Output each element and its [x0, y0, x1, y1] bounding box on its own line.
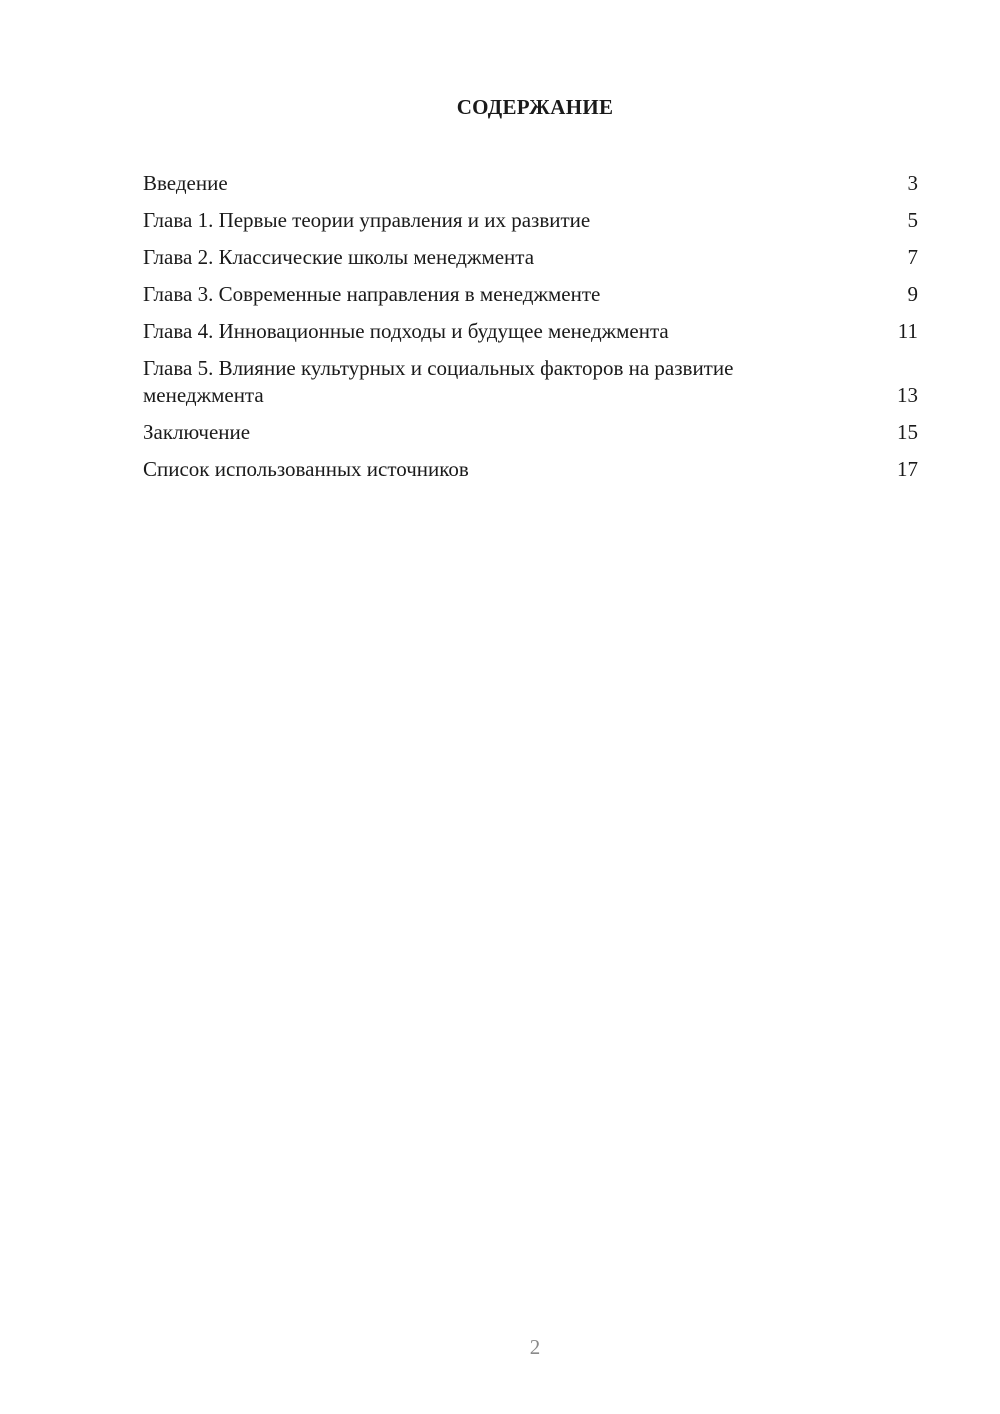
toc-entry-chapter-1: [143, 207, 918, 234]
toc-entry-label: Глава 1. Первые теории управления и их развитие: [143, 208, 591, 232]
toc-entry-references: [143, 456, 918, 483]
toc-entry-page: 5: [907, 208, 918, 232]
toc-entry-page: 15: [897, 420, 918, 444]
toc-entry-page: 13: [897, 383, 918, 407]
toc-entry-page: 7: [907, 245, 918, 269]
toc-entry-introduction: [143, 170, 918, 197]
toc-entry-label: Глава 4. Инновационные подходы и будущее менеджмента: [143, 319, 669, 343]
toc-entry-label: Заключение: [143, 420, 251, 444]
toc-entry-chapter-4: [143, 318, 918, 345]
toc-entry-page: 9: [907, 282, 918, 306]
toc-entry-label: Глава 3. Современные направления в менеджменте: [143, 282, 601, 306]
toc-entry-label: Список использованных источников: [143, 457, 469, 481]
toc-entry-page: 3: [907, 171, 918, 195]
table-of-contents: [143, 170, 918, 493]
toc-entry-label: Глава 5. Влияние культурных и социальных факторов на развитие менеджмента: [143, 356, 734, 407]
toc-entry-chapter-5: [143, 355, 918, 409]
toc-entry-page: 11: [897, 319, 918, 343]
toc-entry-label: Введение: [143, 171, 228, 195]
toc-entry-conclusion: [143, 419, 918, 446]
toc-entry-label: Глава 2. Классические школы менеджмента: [143, 245, 535, 269]
toc-entry-chapter-2: [143, 244, 918, 271]
page-number: 2: [529, 1335, 541, 1359]
toc-entry-chapter-3: [143, 281, 918, 308]
toc-entry-page: 17: [897, 457, 918, 481]
page-title: СОДЕРЖАНИЕ: [456, 95, 614, 119]
